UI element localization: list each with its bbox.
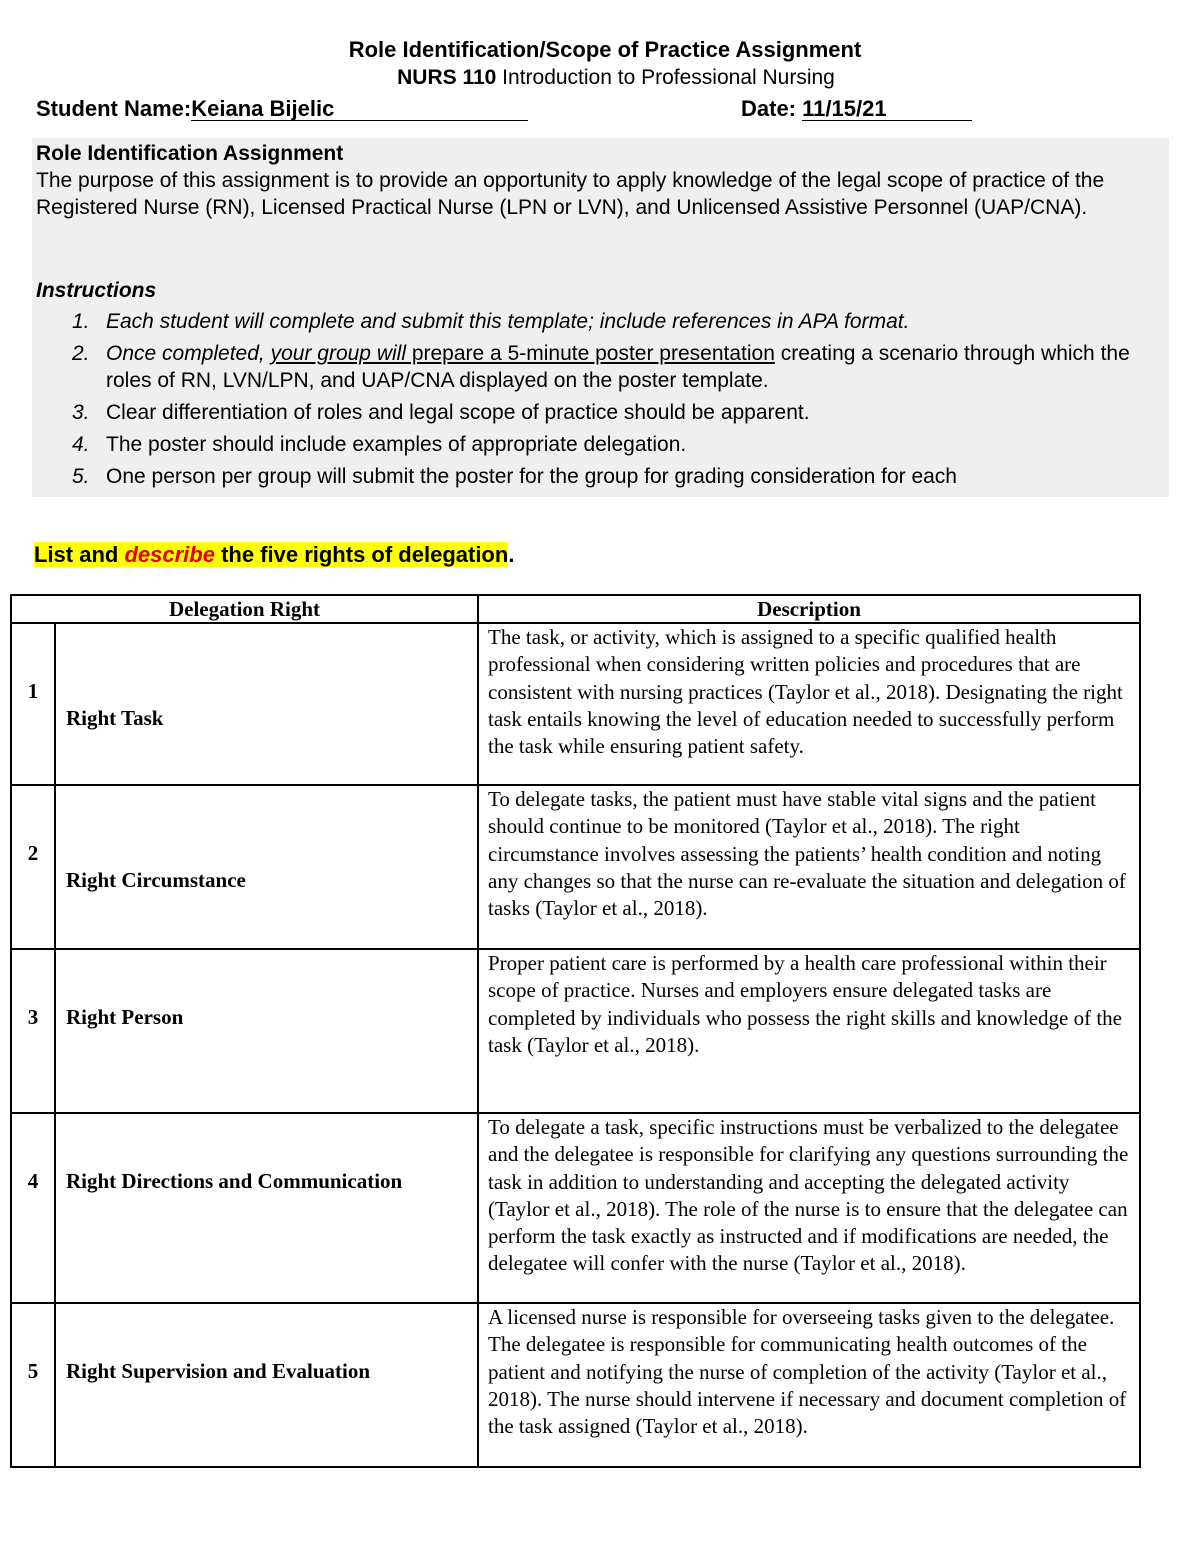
delegation-right: Right Circumstance [55,785,478,949]
delegation-description: The task, or activity, which is assigned to a specific qualified health professional when considering written policies and procedures that are consistent with nursing practices (Taylor et al., 2018). Designating the right task entails knowing the level of education needed to successfully perform the task while ensuring patient safety. [478,623,1140,785]
instruction-item [32,308,1152,335]
date-field[interactable]: 11/15/21 [802,98,972,121]
delegation-description: A licensed nurse is responsible for overseeing tasks given to the delegatee. The delegatee is responsible for communicating health outcomes of the patient and notifying the nurse of completion of the activity (Taylor et al., 2018). The nurse should intervene if necessary and document completion of the task assigned (Taylor et al., 2018). [478,1303,1140,1467]
delegation-table [10,594,1141,1468]
delegation-description: To delegate tasks, the patient must have stable vital signs and the patient should continue to be monitored (Taylor et al., 2018). The right circumstance involves assessing the patients’ health condition and noting any changes so that the nurse can re-evaluate the situation and delegation of tasks (Taylor et al., 2018). [478,785,1140,949]
row-number: 2 [11,785,55,949]
instruction-text: Clear differentiation of roles and legal scope of practice should be apparent. [106,401,810,424]
instructions-list [32,308,1152,495]
date-label: Date: [741,96,797,121]
table-row [11,785,1140,949]
prompt-period: . [508,542,515,567]
delegation-right: Right Directions and Communication [55,1113,478,1303]
delegation-right: Right Person [55,949,478,1113]
instruction-item [32,463,1152,490]
instruction-text: The poster should include examples of appropriate delegation. [106,433,687,456]
instruction-text-a: Once completed, [106,342,271,365]
instruction-number: 4. [72,433,90,456]
instruction-item [32,399,1152,426]
assignment-heading: Role Identification Assignment [36,142,344,165]
table-header-row [11,595,1140,623]
row-number: 4 [11,1113,55,1303]
instruction-number: 2. [72,342,90,365]
instruction-text-d: creating a scenario through which the roles of RN, LVN/LPN, and UAP/CNA displayed on the poster template. [106,342,1130,392]
assignment-purpose: The purpose of this assignment is to provide an opportunity to apply knowledge of the legal scope of practice of the Registered Nurse (RN), Licensed Practical Nurse (LPN or LVN), and Unlicensed Assistive Personnel (UAP/CNA). [36,169,1105,219]
table-row [11,1303,1140,1467]
date-row [741,95,972,123]
instruction-item [32,340,1152,394]
instruction-text-c: prepare a 5-minute poster presentation [406,342,775,365]
prompt-text-2: the five rights of delegation [214,542,509,567]
student-name-field[interactable]: Keiana Bijelic [191,98,528,121]
course-code: NURS 110 [397,66,497,89]
delegation-right: Right Task [55,623,478,785]
student-name-row [36,95,528,123]
instruction-text: One person per group will submit the poster for the group for grading consideration for each [106,465,957,488]
table-row [11,623,1140,785]
instruction-text-b: your group will [270,342,406,365]
row-number: 3 [11,949,55,1113]
student-name-label: Student Name: [36,96,192,121]
instructions-heading: Instructions [36,279,157,302]
instruction-item [32,431,1152,458]
course-name: Introduction to Professional Nursing [496,66,835,89]
row-number: 1 [11,623,55,785]
table-row [11,1113,1140,1303]
assignment-info-box [32,138,1169,497]
instruction-text: Each student will complete and submit this template; include references in APA format. [106,310,910,333]
page-title: Role Identification/Scope of Practice Assignment [348,37,862,62]
prompt-highlight [34,542,508,567]
delegation-description: To delegate a task, specific instructions must be verbalized to the delegatee and the delegatee is responsible for clarifying any questions surrounding the task in addition to understanding and accepting the delegated activity (Taylor et al., 2018). The role of the nurse is to ensure that the delegatee can perform the task exactly as instructed and if modifications are needed, the delegatee will confer with the nurse (Taylor et al., 2018). [478,1113,1140,1303]
delegation-prompt [34,541,514,569]
column-header-right: Delegation Right [11,595,478,623]
prompt-text-1: List and [34,542,125,567]
delegation-description: Proper patient care is performed by a health care professional within their scope of practice. Nurses and employers ensure delegated tasks are completed by individuals who possess the right skills and knowledge of the task (Taylor et al., 2018). [478,949,1140,1113]
table-row [11,949,1140,1113]
prompt-emphasis: describe [124,542,215,567]
instruction-number: 3. [72,401,90,424]
instruction-number: 5. [72,465,90,488]
course-line [0,65,1200,91]
delegation-right: Right Supervision and Evaluation [55,1303,478,1467]
instruction-number: 1. [72,310,90,333]
row-number: 5 [11,1303,55,1467]
column-header-description: Description [478,595,1140,623]
